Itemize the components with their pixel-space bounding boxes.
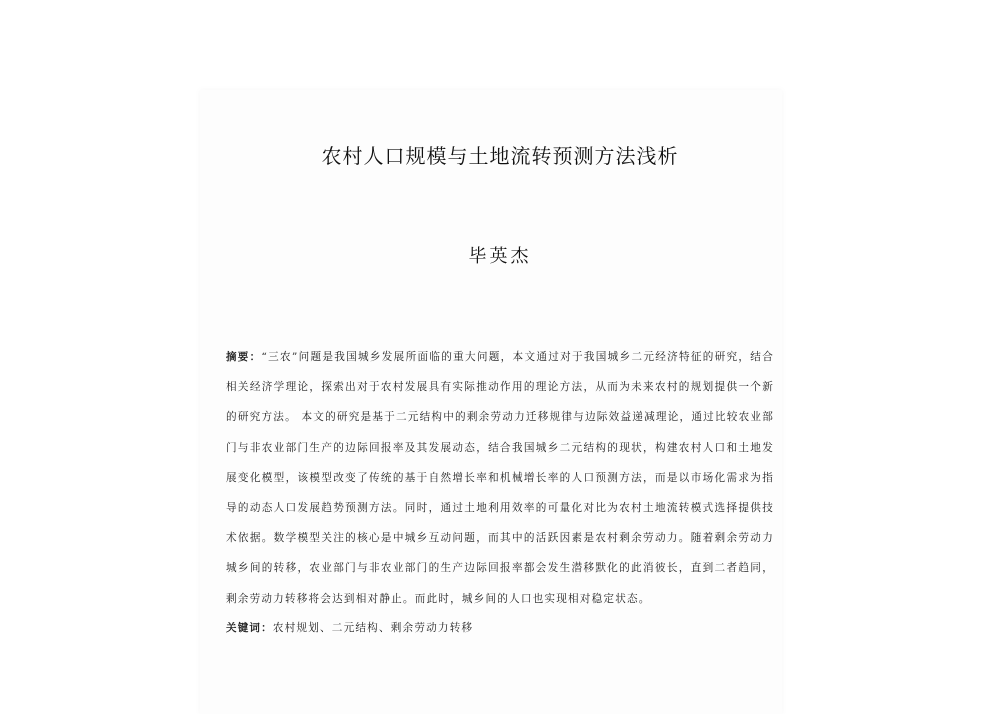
keywords-text: 农村规划、二元结构、剩余劳动力转移: [272, 622, 474, 634]
abstract-text: “三农”问题是我国城乡发展所面临的重大问题，本文通过对于我国城乡二元经济特征的研究，结合相关经济学理论，探索出对于农村发展具有实际推动作用的理论方法，从而为未来农村的规划提供一个新的研究方法。 本文的研究是基于二元结构中的剩余劳动力迁移规律与边际效益递减理论，通过比较农业部门与非农业部门生产的边际回报率及其发展动态，结合我国城乡二元结构的现状，构建农村人口和土地发展变化模型，该模型改变了传统的基于自然增长率和机械增长率的人口预测方法，而是以市场化需求为指导的动态人口发展趋势预测方法。同时，通过土地利用效率的可量化对比为农村土地流转模式选择提供技术依据。数学模型关注的核心是中城乡互动问题，而其中的活跃因素是农村剩余劳动力。随着剩余劳动力城乡间的转移，农业部门与非农业部门的生产边际回报率都会发生潜移默化的此消彼长，直到二者趋同，剩余劳动力转移将会达到相对静止。而此时，城乡间的人口也实现相对稳定状态。: [226, 351, 774, 605]
keywords-line: [226, 619, 774, 637]
paper-title: 农村人口规模与土地流转预测方法浅析: [321, 144, 679, 168]
keywords-label: 关键词：: [226, 622, 273, 634]
paper-author: 毕英杰: [468, 246, 532, 267]
abstract-paragraph: [226, 342, 774, 614]
abstract-label: 摘要：: [226, 351, 262, 363]
